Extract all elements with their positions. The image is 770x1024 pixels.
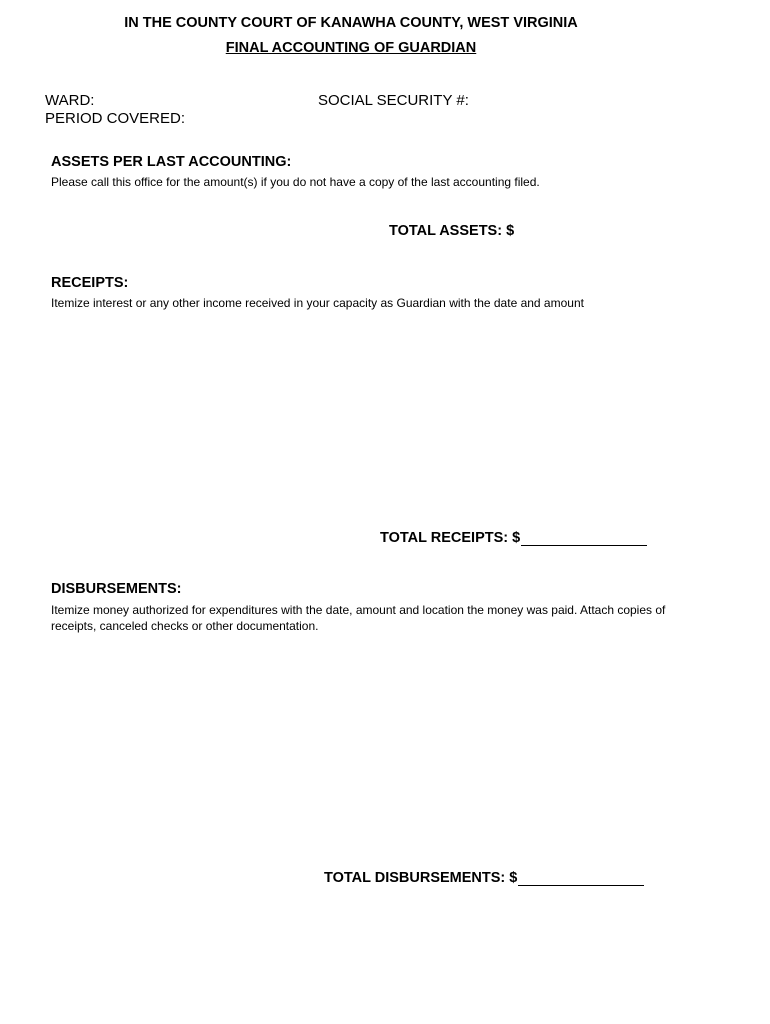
receipts-heading: RECEIPTS: — [51, 275, 129, 291]
period-covered-label: PERIOD COVERED: — [45, 110, 186, 127]
assets-heading: ASSETS PER LAST ACCOUNTING: — [51, 154, 292, 170]
disbursements-instruction: Itemize money authorized for expenditures with the date, amount and location the money was paid. Attach copies of receipts, canceled checks or other documentation. — [51, 603, 666, 633]
total-assets — [389, 223, 514, 239]
court-title: IN THE COUNTY COURT OF KANAWHA COUNTY, WEST VIRGINIA — [124, 15, 578, 31]
total-receipts — [380, 530, 647, 546]
total-receipts-label: TOTAL RECEIPTS: $ — [380, 530, 521, 546]
ssn-label: SOCIAL SECURITY #: — [318, 92, 469, 109]
total-disbursements-label: TOTAL DISBURSEMENTS: $ — [324, 870, 518, 886]
total-disbursements-blank-line[interactable] — [518, 872, 644, 886]
total-disbursements — [324, 870, 644, 886]
receipts-instruction: Itemize interest or any other income received in your capacity as Guardian with the date and amount — [51, 296, 584, 310]
ward-label: WARD: — [45, 92, 95, 109]
form-title: FINAL ACCOUNTING OF GUARDIAN — [225, 40, 477, 56]
disbursements-heading: DISBURSEMENTS: — [51, 581, 182, 597]
total-receipts-blank-line[interactable] — [521, 532, 647, 546]
assets-instruction: Please call this office for the amount(s) if you do not have a copy of the last accounting filed. — [51, 175, 540, 189]
total-assets-label: TOTAL ASSETS: $ — [389, 223, 515, 239]
